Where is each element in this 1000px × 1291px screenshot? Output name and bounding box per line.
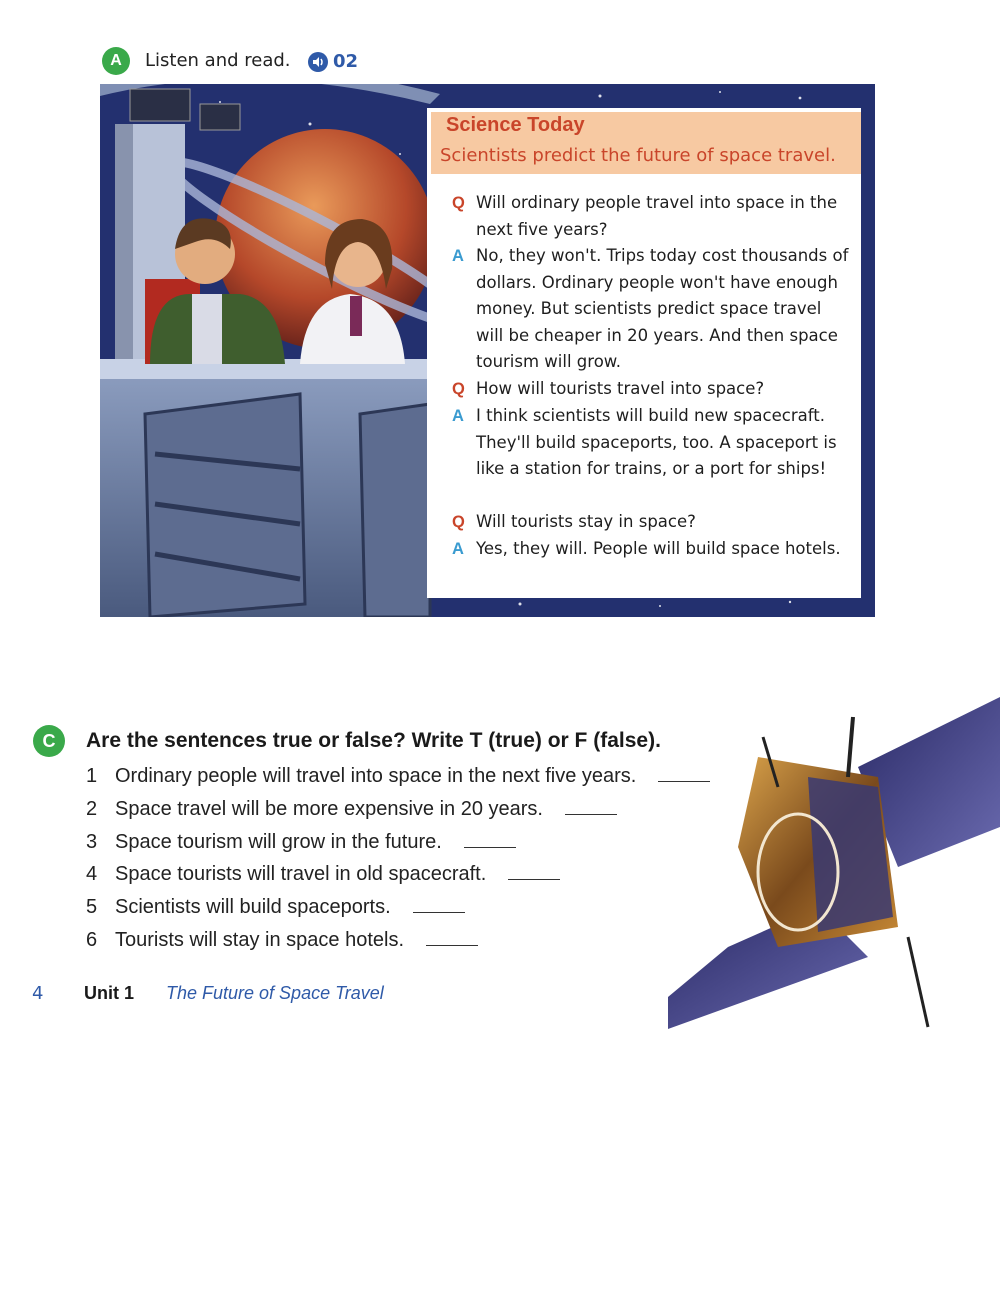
- exercise-item-4: [86, 863, 560, 886]
- qa-answer-1: [452, 243, 852, 376]
- qa-text: No, they won't. Trips today cost thousands of dollars. Ordinary people won't have enough money. But scientists predict space travel will be cheaper in 20 years. And then space tourism will grow.: [476, 246, 849, 372]
- qa-question-2: [452, 376, 852, 403]
- exercise-item-1: [86, 765, 710, 788]
- item-number: 4: [86, 863, 98, 885]
- item-text: Ordinary people will travel into space in the next five years.: [115, 765, 637, 787]
- section-a-badge: A: [102, 47, 130, 75]
- exercise-item-6: [86, 929, 478, 952]
- item-text: Space tourism will grow in the future.: [115, 831, 442, 853]
- answer-tag: A: [452, 407, 464, 425]
- item-number: 6: [86, 929, 98, 951]
- audio-icon[interactable]: [308, 52, 328, 72]
- qa-answer-3: [452, 536, 852, 563]
- qa-text: Yes, they will. People will build space hotels.: [476, 539, 841, 558]
- question-tag: Q: [452, 513, 465, 531]
- magazine-title: Science Today: [446, 114, 585, 136]
- qa-text: Will tourists stay in space?: [476, 512, 696, 531]
- item-number: 5: [86, 896, 98, 918]
- section-c-instruction: Are the sentences true or false? Write T (true) or F (false).: [86, 729, 661, 752]
- item-number: 1: [86, 765, 98, 787]
- answer-tag: A: [452, 247, 464, 265]
- audio-track-number: 02: [333, 51, 359, 72]
- item-number: 2: [86, 798, 98, 820]
- question-tag: Q: [452, 194, 465, 212]
- unit-title: The Future of Space Travel: [166, 983, 384, 1003]
- answer-blank[interactable]: [426, 931, 478, 946]
- answer-tag: A: [452, 540, 464, 558]
- exercise-item-2: [86, 798, 617, 821]
- item-text: Scientists will build spaceports.: [115, 896, 391, 918]
- unit-label: Unit 1: [84, 983, 135, 1003]
- page-number: 4: [32, 983, 44, 1004]
- answer-blank[interactable]: [658, 767, 710, 782]
- question-tag: Q: [452, 380, 465, 398]
- answer-blank[interactable]: [565, 800, 617, 815]
- answer-blank[interactable]: [413, 898, 465, 913]
- section-a-instruction: Listen and read.: [145, 50, 291, 71]
- section-c-badge: C: [33, 725, 65, 757]
- item-text: Tourists will stay in space hotels.: [115, 929, 405, 951]
- item-text: Space tourists will travel in old spacecraft.: [115, 863, 487, 885]
- item-number: 3: [86, 831, 98, 853]
- answer-blank[interactable]: [464, 833, 516, 848]
- exercise-item-5: [86, 896, 465, 919]
- qa-answer-2: [452, 403, 852, 483]
- article-headline: Scientists predict the future of space travel.: [440, 145, 836, 166]
- qa-question-1: [452, 190, 852, 243]
- item-text: Space travel will be more expensive in 20 years.: [115, 798, 543, 820]
- qa-text: I think scientists will build new spacecraft. They'll build spaceports, too. A spaceport is like a station for trains, or a port for ships!: [476, 406, 837, 479]
- exercise-item-3: [86, 831, 516, 854]
- qa-question-3: [452, 509, 852, 536]
- qa-text: Will ordinary people travel into space in the next five years?: [476, 193, 838, 239]
- qa-text: How will tourists travel into space?: [476, 379, 765, 398]
- satellite-image: [668, 697, 1000, 1029]
- answer-blank[interactable]: [508, 865, 560, 880]
